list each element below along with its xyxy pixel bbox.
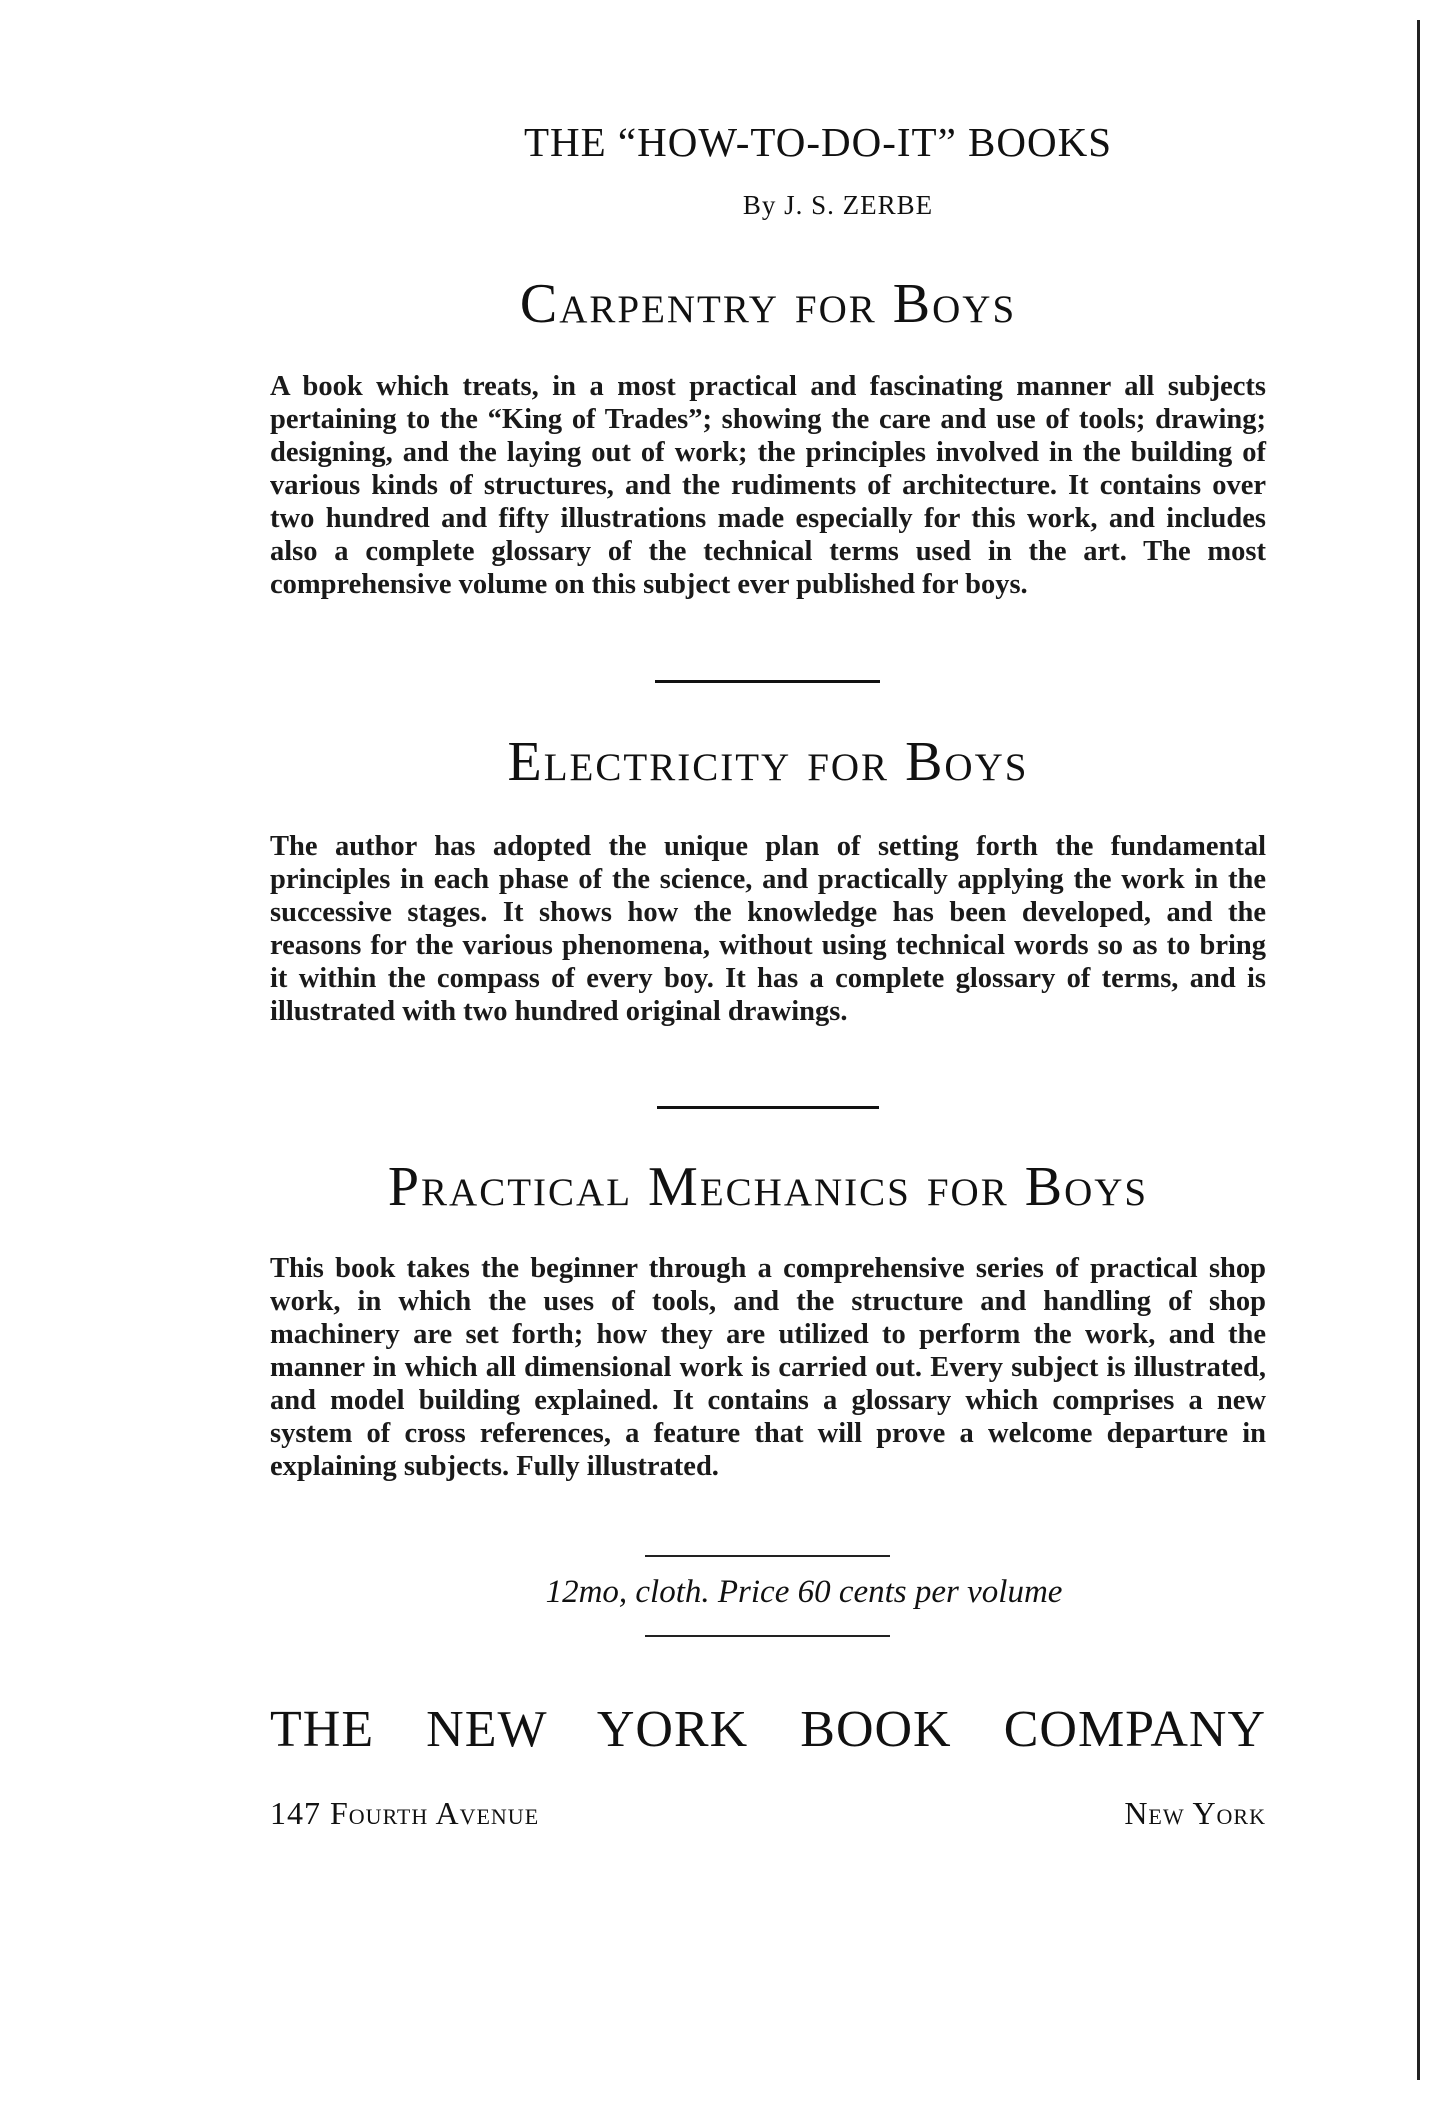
book-description-practical-mechanics: This book takes the beginner through a comprehensive series of practical shop work, in which the uses of tools, and the structure and handling of shop machinery are set forth; how they are utilized to perform the work, and the manner in which all dimensional work is carried out. Every subject is illustrated, and model building explained. It contains a glossary which comprises a new system of cross references, a feature that will prove a welcome departure in explaining subjects. Fully illustrated. [270,1253,1266,1482]
page-edge-shadow [1417,20,1420,2080]
price-rule-bottom [645,1635,890,1637]
publisher-city: New York [1124,1795,1266,1831]
book-title-electricity: Electricity for Boys [507,731,1029,793]
book-title-carpentry: Carpentry for Boys [519,273,1017,335]
book-description-electricity: The author has adopted the unique plan of setting forth the fundamental principles in each phase of the science, and practically applying the work in the successive stages. It shows how the knowledge has been developed, and the reasons for the various phenomena, without using technical words so as to bring it within the compass of every boy. It has a complete glossary of terms, and is illustrated with two hundred original drawings. [270,831,1266,1027]
publisher-name: THE NEW YORK BOOK COMPANY [270,1701,1266,1758]
publisher-address: 147 Fourth Avenue [270,1795,540,1831]
price-line: 12mo, cloth. Price 60 cents per volume [545,1574,1063,1610]
book-title-practical-mechanics: Practical Mechanics for Boys [387,1156,1149,1218]
series-title: THE “HOW-TO-DO-IT” BOOKS [523,119,1112,165]
price-rule-top [645,1555,890,1557]
book-description-carpentry: A book which treats, in a most practical and fascinating manner all subjects pertaining to the “King of Trades”; showing the care and use of tools; drawing; designing, and the laying out of work; the principles involved in the building of various kinds of structures, and the rudiments of architecture. It contains over two hundred and fifty illustrations made especially for this work, and includes also a complete glossary of the technical terms used in the art. The most comprehensive volume on this subject ever published for boys. [270,371,1266,600]
section-divider [657,1106,879,1109]
author-byline: By J. S. ZERBE [742,190,934,220]
section-divider [655,680,880,683]
